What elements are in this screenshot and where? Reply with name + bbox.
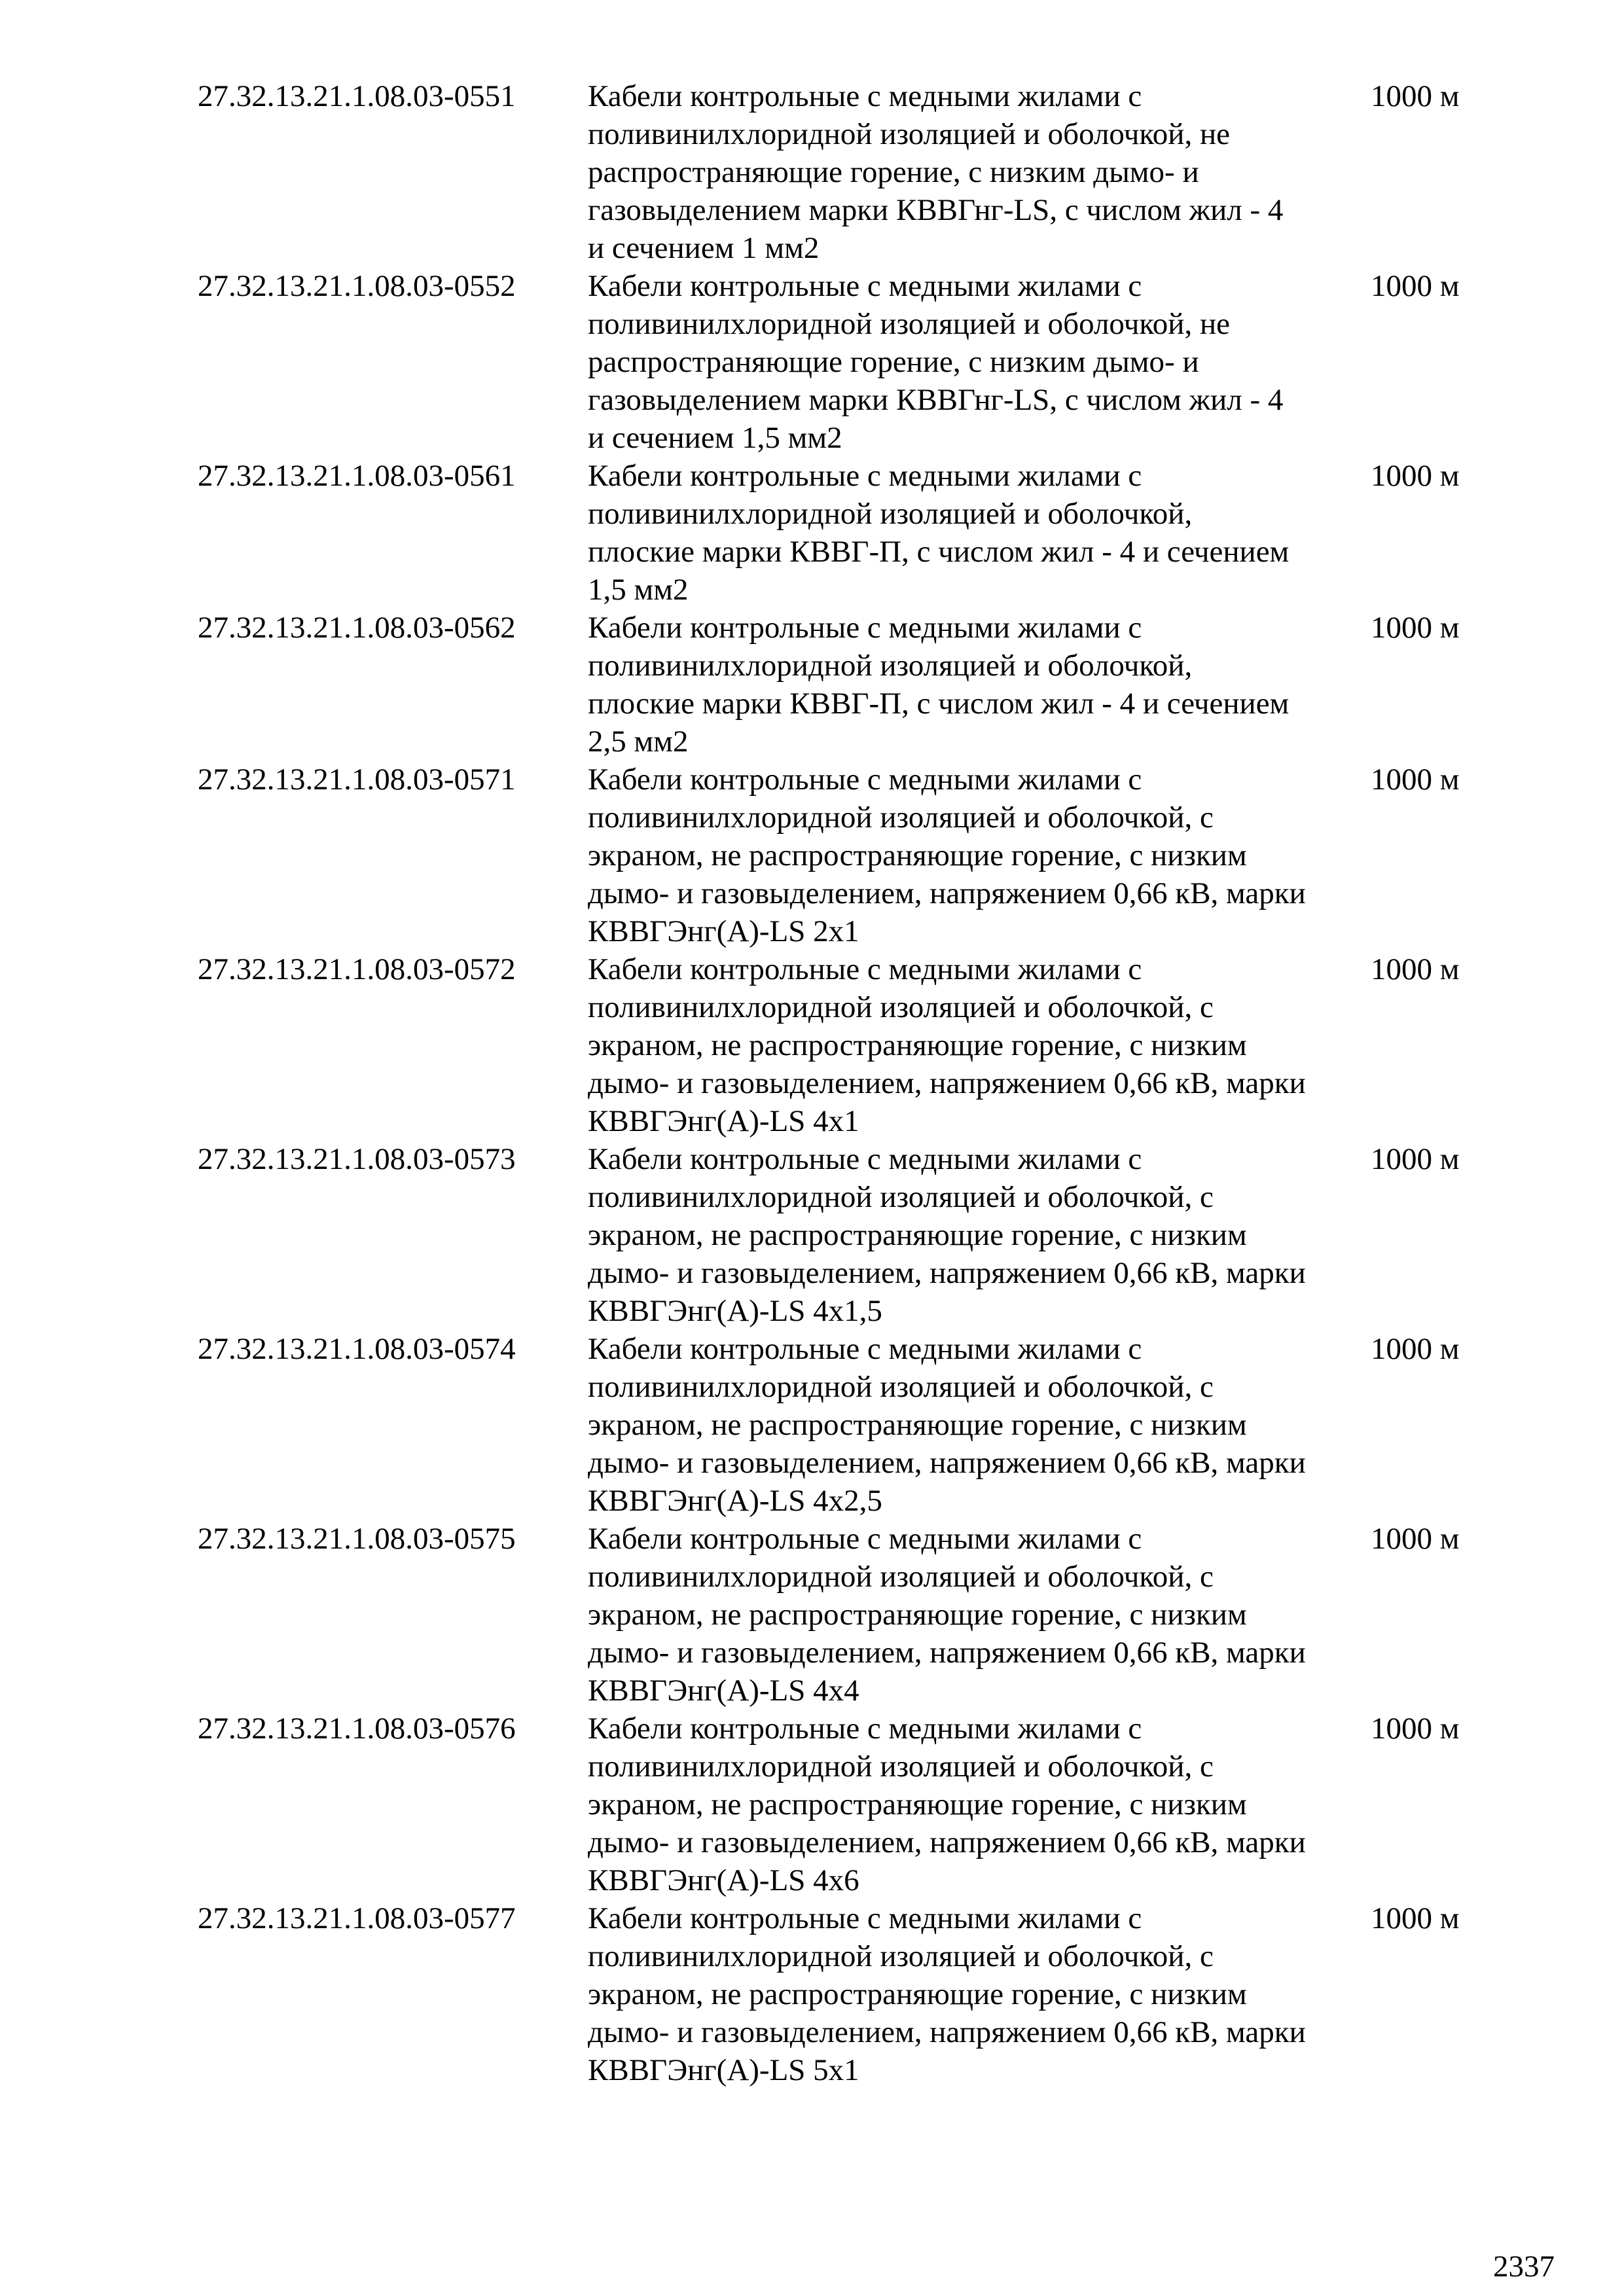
page-number: 2337 — [1493, 2250, 1555, 2284]
resource-code: 27.32.13.21.1.08.03-0561 — [198, 459, 516, 493]
measurement-unit: 1000 м — [1371, 1522, 1460, 1556]
resource-code: 27.32.13.21.1.08.03-0574 — [198, 1332, 516, 1366]
resource-code: 27.32.13.21.1.08.03-0576 — [198, 1712, 516, 1746]
table-row — [0, 77, 1624, 267]
measurement-unit: 1000 м — [1371, 611, 1460, 645]
resource-description: Кабели контрольные с медными жилами с поливинилхлоридной изоляцией и оболочкой, плоские марки КВВГ-П, с числом жил - 4 и сечением 2,5 мм2 — [588, 611, 1290, 759]
measurement-unit: 1000 м — [1371, 79, 1460, 113]
table-row — [0, 1899, 1624, 2089]
resource-description: Кабели контрольные с медными жилами с поливинилхлоридной изоляцией и оболочкой, с экраном, не распространяющие горение, с низким дымо- и газовыделением, напряжением 0,66 кВ, марки КВВГЭнг(А)-LS 4х1 — [588, 952, 1306, 1138]
resource-code: 27.32.13.21.1.08.03-0577 — [198, 1901, 516, 1935]
table-row — [0, 1710, 1624, 1899]
resource-code: 27.32.13.21.1.08.03-0551 — [198, 79, 516, 113]
resource-description: Кабели контрольные с медными жилами с поливинилхлоридной изоляцией и оболочкой, с экраном, не распространяющие горение, с низким дымо- и газовыделением, напряжением 0,66 кВ, марки КВВГЭнг(А)-LS 4х4 — [588, 1522, 1306, 1708]
measurement-unit: 1000 м — [1371, 1712, 1460, 1746]
measurement-unit: 1000 м — [1371, 1901, 1460, 1935]
measurement-unit: 1000 м — [1371, 459, 1460, 493]
table-row — [0, 609, 1624, 761]
resource-description: Кабели контрольные с медными жилами с поливинилхлоридной изоляцией и оболочкой, с экраном, не распространяющие горение, с низким дымо- и газовыделением, напряжением 0,66 кВ, марки КВВГЭнг(А)-LS 4х1,5 — [588, 1142, 1306, 1328]
measurement-unit: 1000 м — [1371, 269, 1460, 303]
table-row — [0, 267, 1624, 457]
measurement-unit: 1000 м — [1371, 1332, 1460, 1366]
measurement-unit: 1000 м — [1371, 952, 1460, 986]
resource-description: Кабели контрольные с медными жилами с поливинилхлоридной изоляцией и оболочкой, плоские марки КВВГ-П, с числом жил - 4 и сечением 1,5 мм2 — [588, 459, 1290, 607]
measurement-unit: 1000 м — [1371, 762, 1460, 797]
table-row — [0, 950, 1624, 1140]
resource-code: 27.32.13.21.1.08.03-0572 — [198, 952, 516, 986]
resource-description: Кабели контрольные с медными жилами с поливинилхлоридной изоляцией и оболочкой, не распространяющие горение, с низким дымо- и газовыделением марки КВВГнг-LS, с числом жил - 4 и сечением 1 мм2 — [588, 79, 1284, 265]
table-row — [0, 761, 1624, 950]
resource-description: Кабели контрольные с медными жилами с поливинилхлоридной изоляцией и оболочкой, с экраном, не распространяющие горение, с низким дымо- и газовыделением, напряжением 0,66 кВ, марки КВВГЭнг(А)-LS 5х1 — [588, 1901, 1306, 2087]
measurement-unit: 1000 м — [1371, 1142, 1460, 1176]
resource-description: Кабели контрольные с медными жилами с поливинилхлоридной изоляцией и оболочкой, с экраном, не распространяющие горение, с низким дымо- и газовыделением, напряжением 0,66 кВ, марки КВВГЭнг(А)-LS 4х2,5 — [588, 1332, 1306, 1518]
resource-description: Кабели контрольные с медными жилами с поливинилхлоридной изоляцией и оболочкой, с экраном, не распространяющие горение, с низким дымо- и газовыделением, напряжением 0,66 кВ, марки КВВГЭнг(А)-LS 2х1 — [588, 762, 1306, 948]
resource-code: 27.32.13.21.1.08.03-0562 — [198, 611, 516, 645]
resource-description: Кабели контрольные с медными жилами с поливинилхлоридной изоляцией и оболочкой, с экраном, не распространяющие горение, с низким дымо- и газовыделением, напряжением 0,66 кВ, марки КВВГЭнг(А)-LS 4х6 — [588, 1712, 1306, 1897]
resource-description: Кабели контрольные с медными жилами с поливинилхлоридной изоляцией и оболочкой, не распространяющие горение, с низким дымо- и газовыделением марки КВВГнг-LS, с числом жил - 4 и сечением 1,5 мм2 — [588, 269, 1284, 455]
resource-code: 27.32.13.21.1.08.03-0573 — [198, 1142, 516, 1176]
resource-code: 27.32.13.21.1.08.03-0571 — [198, 762, 516, 797]
table-row — [0, 457, 1624, 609]
table-row — [0, 1330, 1624, 1520]
resource-code: 27.32.13.21.1.08.03-0552 — [198, 269, 516, 303]
table-row — [0, 1520, 1624, 1710]
table-row — [0, 1140, 1624, 1330]
resource-code: 27.32.13.21.1.08.03-0575 — [198, 1522, 516, 1556]
resource-table — [0, 77, 1624, 2089]
